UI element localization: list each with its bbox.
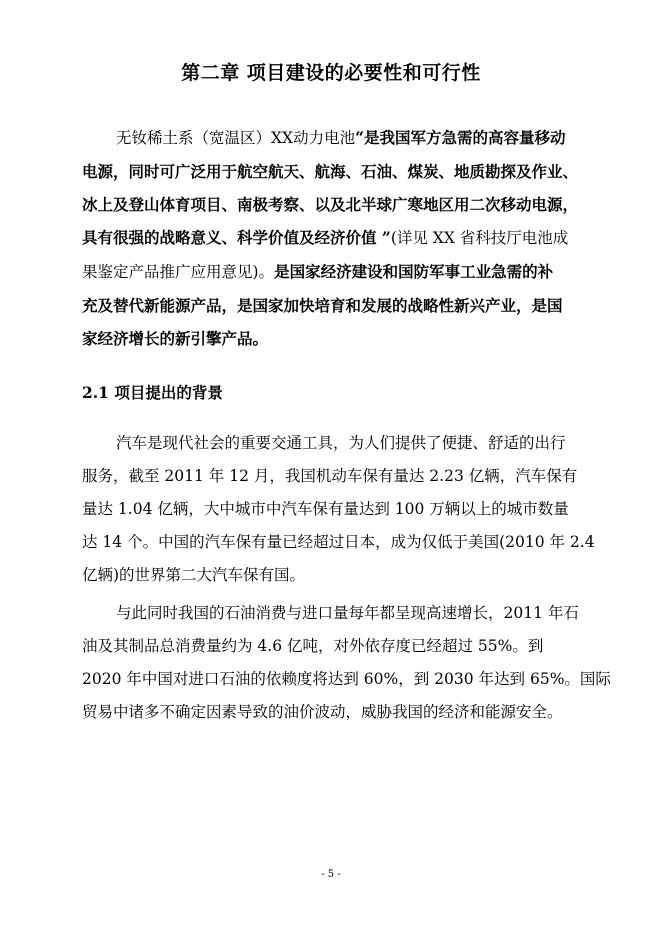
intro-line-7: 家经济增长的新引擎产品。 — [82, 329, 269, 348]
intro-line-5 — [82, 255, 582, 289]
intro-line-3: 冰上及登山体育项目、南极考察、以及北半球广寒地区用二次移动电源， — [82, 195, 579, 214]
intro-line-1-normal: 无钕稀土系（宽温区）XX动力电池 — [116, 129, 356, 147]
cars-paragraph — [82, 427, 595, 592]
oil-paragraph — [82, 597, 611, 729]
intro-paragraph — [82, 121, 582, 355]
cars-line-4: 达 14 个。中国的汽车保有量已经超过日本，成为仅低于美国(2010 年 2.4 — [82, 533, 595, 551]
cars-line-2: 服务，截至 2011 年 12 月，我国机动车保有量达 2.23 亿辆，汽车保有 — [82, 467, 578, 485]
intro-line-6: 充及替代新能源产品，是国家加快培育和发展的战略性新兴产业，是国 — [82, 296, 563, 315]
oil-line-3: 2020 年中国对进口石油的依赖度将达到 60%，到 2030 年达到 65%。国际 — [82, 670, 611, 688]
oil-line-4: 贸易中诸多不确定因素导致的油价波动，威胁我国的经济和能源安全。 — [82, 703, 563, 721]
intro-line-1-bold: “是我国军方急需的高容量移动 — [355, 128, 566, 147]
intro-line-4-bold: 具有很强的战略意义、科学价值及经济价值 ” — [82, 228, 391, 247]
cars-line-3: 量达 1.04 亿辆，大中城市中汽车保有量达到 100 万辆以上的城市数量 — [82, 500, 569, 518]
intro-line-5-bold: 是国家经济建设和国防军事工业急需的补 — [274, 262, 554, 281]
intro-line-1 — [82, 121, 582, 155]
cars-line-5: 亿辆)的世界第二大汽车保有国。 — [82, 566, 306, 584]
intro-line-4 — [82, 221, 582, 255]
oil-line-1: 与此同时我国的石油消费与进口量每年都呈现高速增长，2011 年石 — [116, 604, 579, 622]
oil-line-2: 油及其制品总消费量约为 4.6 亿吨，对外依存度已经超过 55%。到 — [82, 637, 544, 655]
cars-line-1: 汽车是现代社会的重要交通工具，为人们提供了便捷、舒适的出行 — [116, 434, 566, 452]
intro-line-2: 电源，同时可广泛用于航空航天、航海、石油、煤炭、地质勘探及作业、 — [82, 162, 579, 181]
chapter-title: 第二章 项目建设的必要性和可行性 — [181, 62, 481, 84]
section-heading: 2.1 项目提出的背景 — [82, 383, 223, 402]
intro-line-4-normal: (详见 XX 省科技厅电池成 — [390, 229, 569, 247]
page-number: - 5 - — [321, 869, 341, 880]
intro-line-5-normal: 果鉴定产品推广应用意见)。 — [82, 263, 275, 281]
